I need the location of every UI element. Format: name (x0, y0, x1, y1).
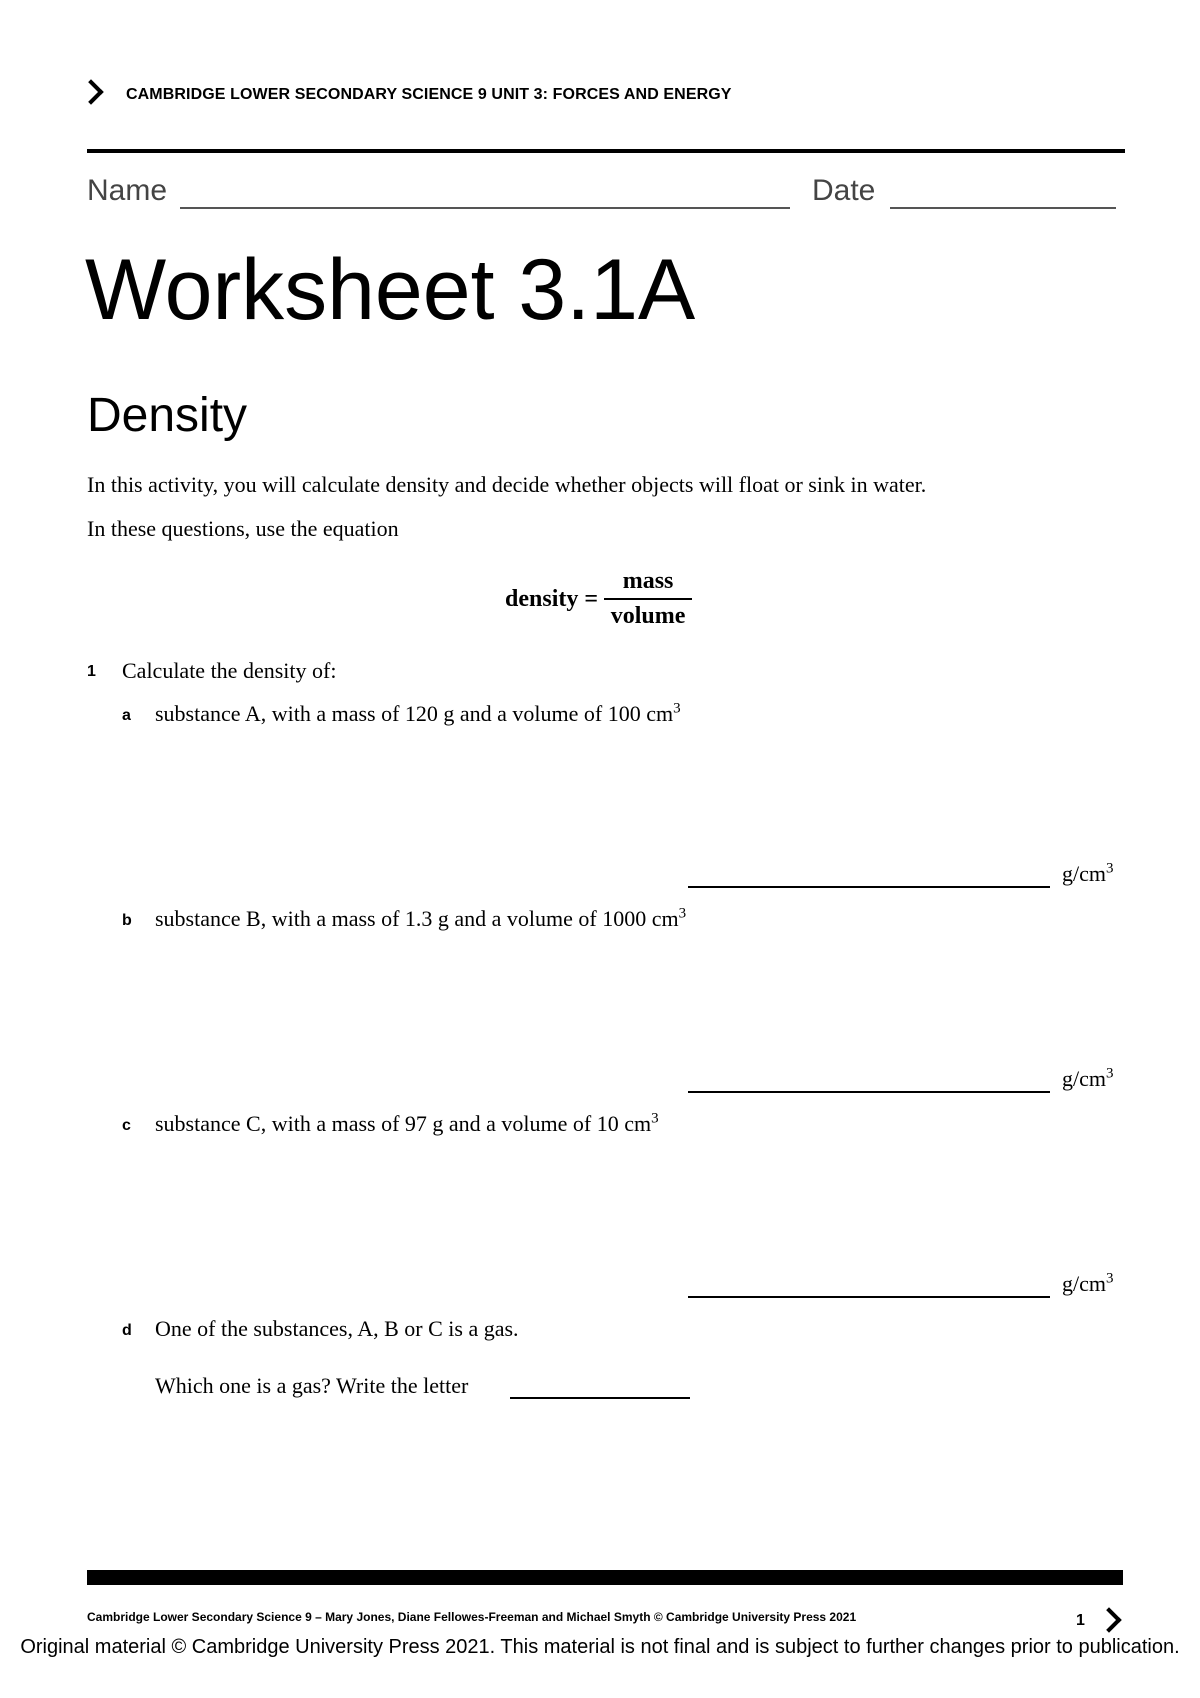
part-text: substance B, with a mass of 1.3 g and a volume of 1000 $cm^3$ (155, 905, 687, 931)
name-label: Name (87, 174, 168, 207)
equation-equals: = (584, 585, 599, 612)
chevron-right-icon (1096, 1607, 1121, 1632)
name-field-line[interactable] (180, 207, 790, 209)
answer-unit: $g/cm^3$ (1062, 1270, 1114, 1296)
equation-denominator: volume (610, 603, 686, 629)
question-text: Calculate the density of: (122, 658, 337, 683)
part-text: substance C, with a mass of 97 g and a volume of 10 $cm^3$ (155, 1110, 659, 1136)
disclaimer: Original material © Cambridge University Press 2021. This material is not final and is subject to further changes prior to publication. (20, 1636, 1180, 1658)
density-equation (505, 568, 692, 630)
header-rule (87, 149, 1125, 153)
worksheet-title: Worksheet 3.1A (85, 242, 696, 338)
equation-instruction: In these questions, use the equation (87, 516, 399, 541)
answer-line[interactable] (688, 1091, 1050, 1093)
part-text: One of the substances, A, B or C is a gas. (155, 1316, 519, 1341)
part-letter: d (122, 1322, 132, 1339)
equation-numerator: mass (604, 568, 692, 600)
answer-line[interactable] (688, 1296, 1050, 1298)
section-title: Density (87, 389, 248, 442)
page-number: 1 (1076, 1612, 1085, 1629)
intro-paragraph: In this activity, you will calculate density and decide whether objects will float or sink in water. (87, 472, 927, 497)
answer-unit: $g/cm^3$ (1062, 860, 1114, 886)
chevron-right-icon (78, 79, 103, 104)
running-header: CAMBRIDGE LOWER SECONDARY SCIENCE 9 UNIT 3: FORCES AND ENERGY (126, 86, 732, 103)
part-letter: c (122, 1117, 131, 1134)
footer-credit: Cambridge Lower Secondary Science 9 – Mary Jones, Diane Fellowes-Freeman and Michael Smyth © Cambridge University Press 2021 (87, 1610, 857, 1624)
part-prompt: Which one is a gas? Write the letter (155, 1373, 469, 1398)
equation-lhs: density (505, 585, 579, 612)
equation-fraction (604, 568, 692, 630)
answer-line[interactable] (688, 886, 1050, 888)
date-label: Date (812, 174, 876, 207)
date-field-line[interactable] (890, 207, 1116, 209)
answer-unit: $g/cm^3$ (1062, 1065, 1114, 1091)
part-letter: b (122, 912, 132, 929)
part-text: substance A, with a mass of 120 g and a volume of 100 $cm^3$ (155, 700, 681, 726)
answer-line[interactable] (510, 1397, 690, 1399)
question-number: 1 (87, 663, 96, 680)
part-letter: a (122, 707, 131, 724)
footer-bar (87, 1570, 1123, 1585)
